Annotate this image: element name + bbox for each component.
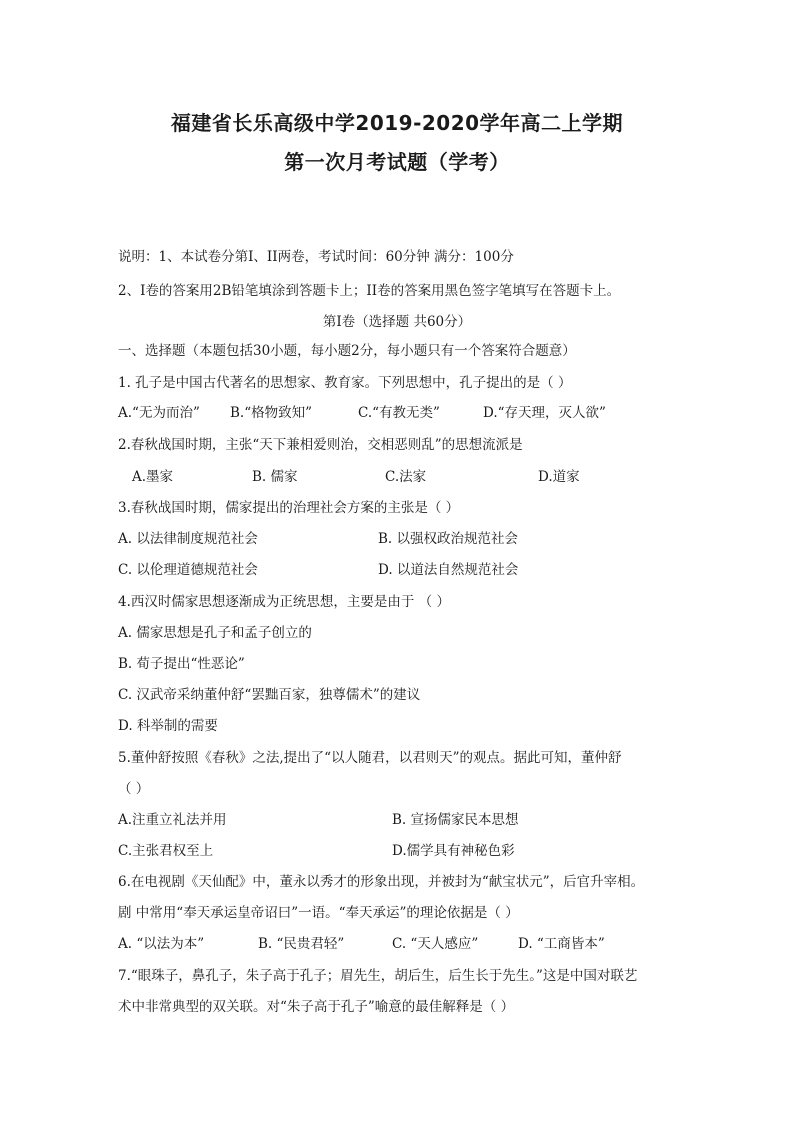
exam-title-line1: 福建省长乐高级中学2019-2020学年高二上学期 (170, 111, 624, 135)
question-5-option-b: B. 宣扬儒家民本思想 (392, 812, 519, 828)
question-6-option-d: D. “工商皆本” (518, 936, 605, 952)
question-3-option-c: C. 以伦理道德规范社会 (118, 562, 258, 578)
question-1-option-a: A.“无为而治” (118, 405, 200, 421)
question-4-stem: 4.西汉时儒家思想逐渐成为正统思想，主要是由于 （ ） (118, 594, 450, 610)
question-5-option-c: C.主张君权至上 (118, 843, 214, 859)
question-2-option-c: C.法家 (385, 469, 427, 485)
exam-title-line2: 第一次月考试题（学考） (284, 150, 510, 174)
question-7-stem-line1: 7.“眼珠子，鼻孔子，朱子高于孔子；眉先生，胡后生，后生长于先生。”这是中国对联艺 (118, 968, 638, 984)
question-4-option-c: C. 汉武帝采纳董仲舒“罢黜百家，独尊儒术”的建议 (118, 687, 421, 703)
section-title: 第Ⅰ卷（选择题 共60分） (322, 314, 472, 330)
part-title: 一、选择题（本题包括30小题，每小题2分，每小题只有一个答案符合题意） (118, 343, 576, 359)
question-6-option-c: C. “天人感应” (392, 936, 479, 952)
question-3-option-b: B. 以强权政治规范社会 (378, 531, 519, 547)
question-1-stem: 1. 孔子是中国古代著名的思想家、教育家。下列思想中，孔子提出的是（ ） (118, 375, 572, 391)
question-2-option-a: A.墨家 (132, 469, 174, 485)
question-1-option-d: D.“存天理，灭人欲” (483, 405, 606, 421)
question-3-option-d: D. 以道法自然规范社会 (378, 562, 519, 578)
question-4-option-a: A. 儒家思想是孔子和孟子创立的 (118, 625, 312, 641)
question-3-stem: 3.春秋战国时期，儒家提出的治理社会方案的主张是（ ） (118, 500, 460, 516)
question-2-stem: 2.春秋战国时期，主张“天下兼相爱则治，交相恶则乱”的思想流派是 (118, 437, 523, 453)
question-6-option-b: B. “民贵君轻” (258, 936, 345, 952)
question-5-option-a: A.注重立礼法并用 (118, 812, 227, 828)
question-7-stem-line2: 术中非常典型的双关联。对“朱子高于孔子”喻意的最佳解释是（ ） (118, 999, 515, 1015)
question-3-option-a: A. 以法律制度规范社会 (118, 531, 258, 547)
question-2-option-d: D.道家 (538, 469, 580, 485)
question-1-option-b: B.“格物致知” (230, 405, 313, 421)
question-5-option-d: D.儒学具有神秘色彩 (392, 843, 515, 859)
question-4-option-b: B. 荀子提出“性恶论” (118, 656, 245, 672)
question-5-stem-line2: （ ） (118, 781, 150, 797)
instruction-line2: 2、Ⅰ卷的答案用2B铅笔填涂到答题卡上；II卷的答案用黑色签字笔填写在答题卡上。 (118, 283, 621, 299)
question-1-option-c: C.“有教无类” (358, 405, 440, 421)
question-5-stem-line1: 5.董仲舒按照《春秋》之法,提出了“以人随君，以君则天”的观点。据此可知，董仲舒 (118, 750, 622, 766)
question-6-stem-line2: 剧 中常用“奉天承运皇帝诏曰”一语。“奉天承运”的理论依据是（ ） (118, 905, 519, 921)
question-4-option-d: D. 科举制的需要 (118, 718, 218, 734)
question-6-option-a: A. “以法为本” (118, 936, 205, 952)
question-6-stem-line1: 6.在电视剧《天仙配》中，董永以秀才的形象出现，并被封为“献宝状元”，后官升宰相。 (118, 874, 645, 890)
question-2-option-b: B. 儒家 (252, 469, 298, 485)
instruction-line1: 说明：1、本试卷分第Ⅰ、II两卷，考试时间：60分钟 满分：100分 (118, 249, 514, 265)
